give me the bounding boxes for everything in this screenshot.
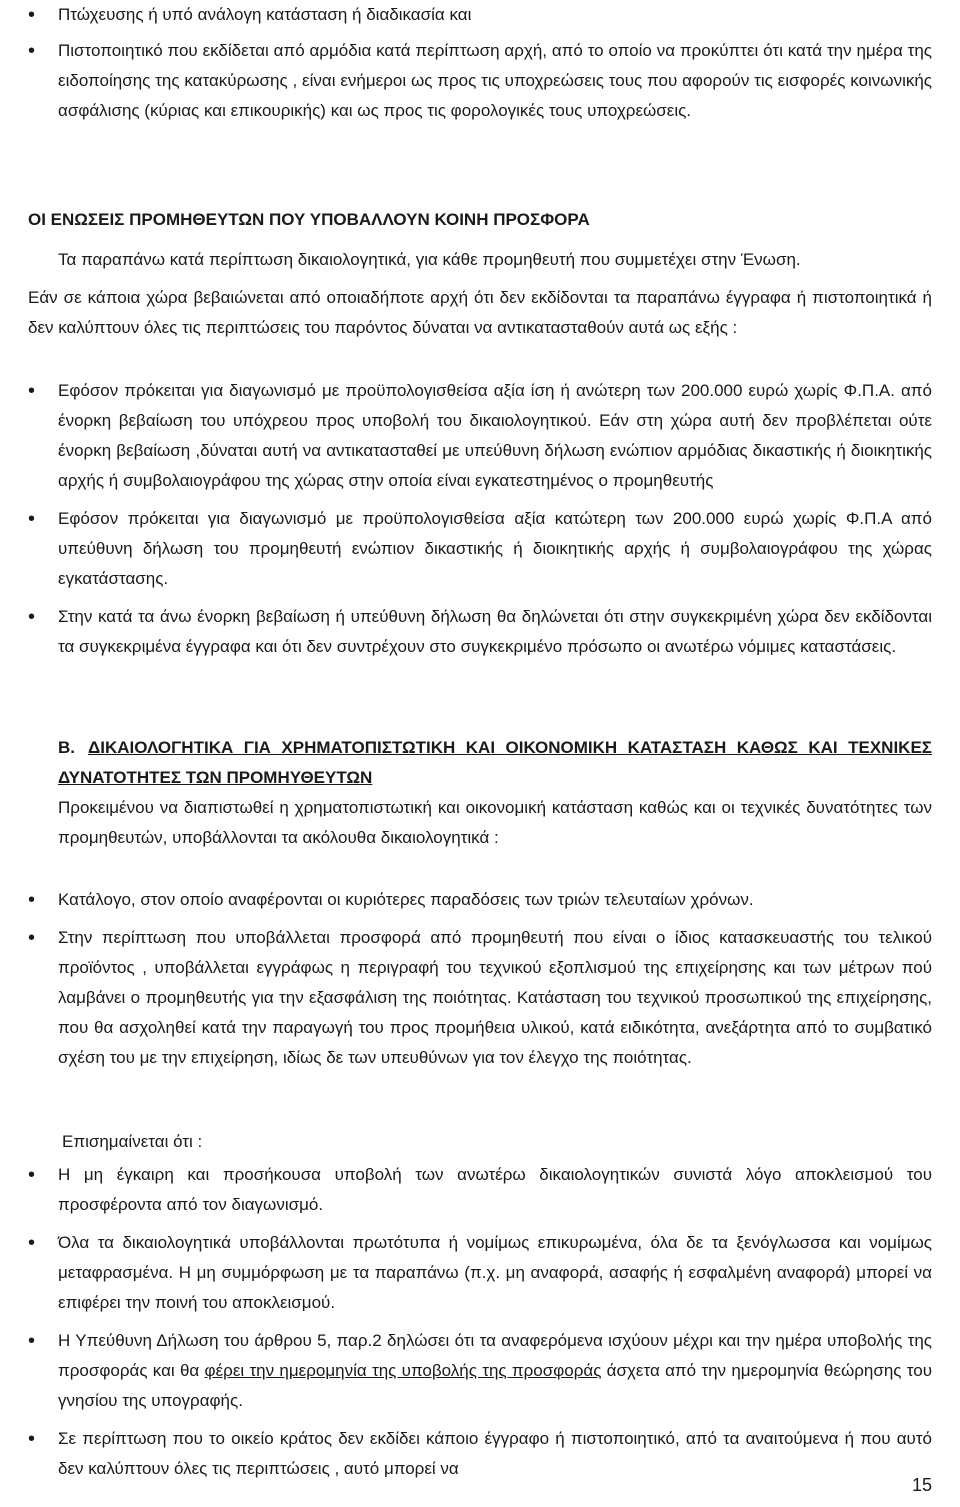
top-bullet-list <box>28 0 932 126</box>
note3-text-end: άσχετα από την ημερομηνία θεώρησης του γνησίου της υπογραφής. <box>58 1361 932 1410</box>
list-item: • Κατάλογο, στον οποίο αναφέρονται οι κυριότερες παραδόσεις των τριών τελευταίων χρόνων. <box>28 885 932 915</box>
list-item: • Πιστοποιητικό που εκδίδεται από αρμόδια κατά περίπτωση αρχή, από το οποίο να προκύπτει ότι κατά την ημέρα της ειδοποίησης της κατακύρωσης , είναι ενήμεροι ως προς τις υποχρεώσεις τους που αφορούν τις εισφορές κοινωνικής ασφάλισης (κύριας και επικουρικής) και ως προς τις φορολογικές τους υποχρεώσεις. <box>28 36 932 126</box>
list-item: • Εφόσον πρόκειται για διαγωνισμό με προϋπολογισθείσα αξία κατώτερη των 200.000 ευρώ χωρίς Φ.Π.Α από υπεύθυνη δήλωση του προμηθευτή ενώπιον δικαστικής ή διοικητικής αρχής ή συμβολαιογράφου της χώρας εγκατάστασης. <box>28 504 932 594</box>
b-section-heading <box>58 733 932 793</box>
page-number: 15 <box>911 1475 932 1495</box>
section-intro: Τα παραπάνω κατά περίπτωση δικαιολογητικά, για κάθε προμηθευτή που συμμετέχει στην Ένωση. <box>58 250 801 269</box>
note3-underlined-text: φέρει την ημερομηνία της υποβολής της προσφοράς <box>204 1361 602 1380</box>
section-heading: ΟΙ ΕΝΩΣΕΙΣ ΠΡΟΜΗΘΕΥΤΩΝ ΠΟΥ ΥΠΟΒΑΛΛΟΥΝ ΚΟΙΝΗ ΠΡΟΣΦΟΡΑ <box>28 210 590 229</box>
list-item: • Σε περίπτωση που το οικείο κράτος δεν εκδίδει κάποιο έγγραφο ή πιστοποιητικό, από τα αναιτούμενα ή που αυτό δεν καλύπτουν όλες τις περιπτώσεις , αυτό μπορεί να <box>28 1424 932 1484</box>
b-section-letter: Β. <box>58 738 75 757</box>
b-section-title: ΔΙΚΑΙΟΛΟΓΗΤΙΚΑ ΓΙΑ ΧΡΗΜΑΤΟΠΙΣΤΩΤΙΚΗ ΚΑΙ ΟΙΚΟΝΟΜΙΚΗ ΚΑΤΑΣΤΑΣΗ ΚΑΘΩΣ ΚΑΙ ΤΕΧΝΙΚΕΣ ΔΥΝΑΤΟΤΗΤΕΣ ΤΩΝ ΠΡΟΜΗΥΘΕΥΤΩΝ <box>58 738 932 787</box>
note3-text: Η Υπεύθυνη Δήλωση του άρθρου 5, παρ.2 δηλώσει ότι τα αναφερόμενα ισχύουν μέχρι και την ημέρα υποβολής της προσφοράς και θα <box>58 1331 932 1380</box>
list-item: • Η μη έγκαιρη και προσήκουσα υποβολή των ανωτέρω δικαιολογητικών συνιστά λόγο αποκλεισμού του προσφέροντα από τον διαγωνισμό. <box>28 1160 932 1220</box>
list-item: • Στην κατά τα άνω ένορκη βεβαίωση ή υπεύθυνη δήλωση θα δηλώνεται ότι στην συγκεκριμένη χώρα δεν εκδίδονται τα συγκεκριμένα έγγραφα και ότι δεν συντρέχουν στο συγκεκριμένο πρόσωπο οι ανωτέρω νόμιμες καταστάσεις. <box>28 602 932 662</box>
list-item: • Στην περίπτωση που υποβάλλεται προσφορά από προμηθευτή που είναι ο ίδιος κατασκευαστής του τελικού προϊόντος , υποβάλλεται εγγράφως η περιγραφή του τεχνικού εξοπλισμού της επιχείρησης και των μέτρων πού λαμβάνει ο προμηθευτής για την εξασφάλιση της ποιότητας. Κατάσταση του τεχνικού προσωπικού της επιχείρησης, που θα ασχοληθεί κατά την παραγωγή του προς προμήθεια υλικού, κατά ειδικότητα, ανεξάρτητα από το συμβατικό σχέση του με την επιχείρηση, ιδίως δε των υπευθύνων για τον έλεγχο της ποιότητας. <box>28 923 932 1073</box>
b-section-list <box>28 885 932 1073</box>
list-item <box>28 1326 932 1416</box>
notes-list <box>28 1160 932 1484</box>
list-item: • Όλα τα δικαιολογητικά υποβάλλονται πρωτότυπα ή νομίμως επικυρωμένα, όλα δε τα ξενόγλωσσα και νομίμως μεταφρασμένα. Η μη συμμόρφωση με τα παραπάνω (π.χ. μη αναφορά, ασαφής ή εσφαλμένη αναφορά) μπορεί να επιφέρει την ποινή του αποκλεισμού. <box>28 1228 932 1318</box>
list-item: • Εφόσον πρόκειται για διαγωνισμό με προϋπολογισθείσα αξία ίση ή ανώτερη των 200.000 ευρώ χωρίς Φ.Π.Α. από ένορκη βεβαίωση του υπόχρεου προς υποβολή του δικαιολογητικού. Εάν στη χώρα αυτή δεν προβλέπεται ούτε ένορκη βεβαίωση ,δύναται αυτή να αντικατασταθεί με υπεύθυνη δήλωση ενώπιον αρμόδιας δικαστικής ή διοικητικής αρχής ή συμβολαιογράφου της χώρας στην οποία είναι εγκατεστημένος ο προμηθευτής <box>28 376 932 496</box>
conditions-list <box>28 376 932 662</box>
section-paragraph: Εάν σε κάποια χώρα βεβαιώνεται από οποιαδήποτε αρχή ότι δεν εκδίδονται τα παραπάνω έγγραφα ή πιστοποιητικά ή δεν καλύπτουν όλες τις περιπτώσεις του παρόντος δύναται να αντικατασταθούν αυτά ως εξής : <box>28 288 932 337</box>
b-section-intro: Προκειμένου να διαπιστωθεί η χρηματοπιστωτική και οικονομική κατάσταση καθώς και οι τεχνικές δυνατότητες των προμηθευτών, υποβάλλονται τα ακόλουθα δικαιολογητικά : <box>58 798 932 847</box>
list-item: • Πτώχευσης ή υπό ανάλογη κατάσταση ή διαδικασία και <box>28 0 932 30</box>
note-label: Επισημαίνεται ότι : <box>62 1132 203 1151</box>
